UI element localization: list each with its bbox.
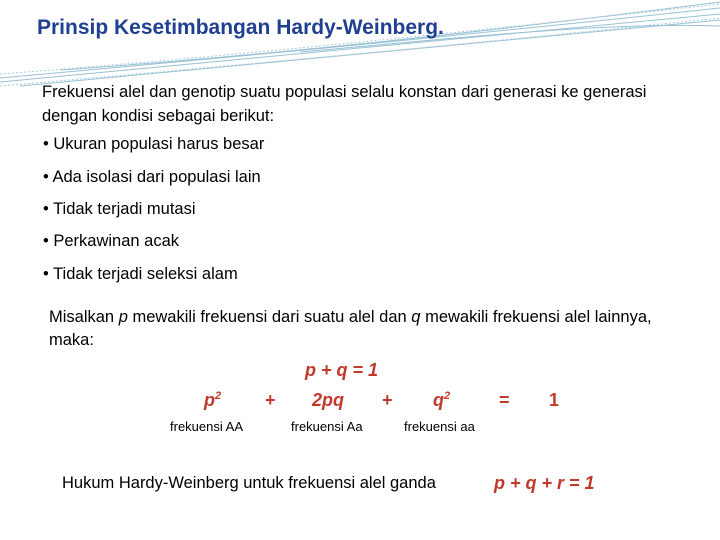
condition-item: • Tidak terjadi seleksi alam bbox=[43, 265, 238, 283]
condition-item: • Ada isolasi dari populasi lain bbox=[43, 168, 261, 186]
label-frequency-aa: frekuensi aa bbox=[404, 419, 475, 434]
label-frequency-Aa: frekuensi Aa bbox=[291, 419, 363, 434]
equation-multiple-alleles: p + q + r = 1 bbox=[494, 473, 595, 493]
condition-item: • Tidak terjadi mutasi bbox=[43, 200, 196, 218]
label-frequency-AA: frekuensi AA bbox=[170, 419, 243, 434]
law-statement: Hukum Hardy-Weinberg untuk frekuensi alel ganda bbox=[62, 474, 436, 492]
slide-title: Prinsip Kesetimbangan Hardy-Weinberg. bbox=[37, 16, 444, 39]
condition-item: • Ukuran populasi harus besar bbox=[43, 135, 265, 153]
plus-sign: + bbox=[265, 390, 276, 410]
equation-allele-sum: p + q = 1 bbox=[305, 360, 379, 380]
condition-item: • Perkawinan acak bbox=[43, 232, 180, 250]
header-decoration bbox=[0, 0, 720, 90]
plus-sign: + bbox=[382, 390, 393, 410]
equation-result: 1 bbox=[549, 390, 560, 410]
intro-paragraph: Frekuensi alel dan genotip suatu populasi selalu konstan dari generasi ke generasi dengan kondisi sebagai berikut: bbox=[42, 83, 647, 125]
variable-note: Misalkan p mewakili frekuensi dari suatu alel dan q mewakili frekuensi alel lainnya, maka: bbox=[49, 308, 652, 349]
term-q-squared: $q^2$ bbox=[433, 390, 451, 410]
equals-sign: = bbox=[499, 390, 510, 410]
term-p-squared: $p^2$ bbox=[204, 390, 222, 410]
term-2pq: 2pq bbox=[312, 390, 345, 410]
